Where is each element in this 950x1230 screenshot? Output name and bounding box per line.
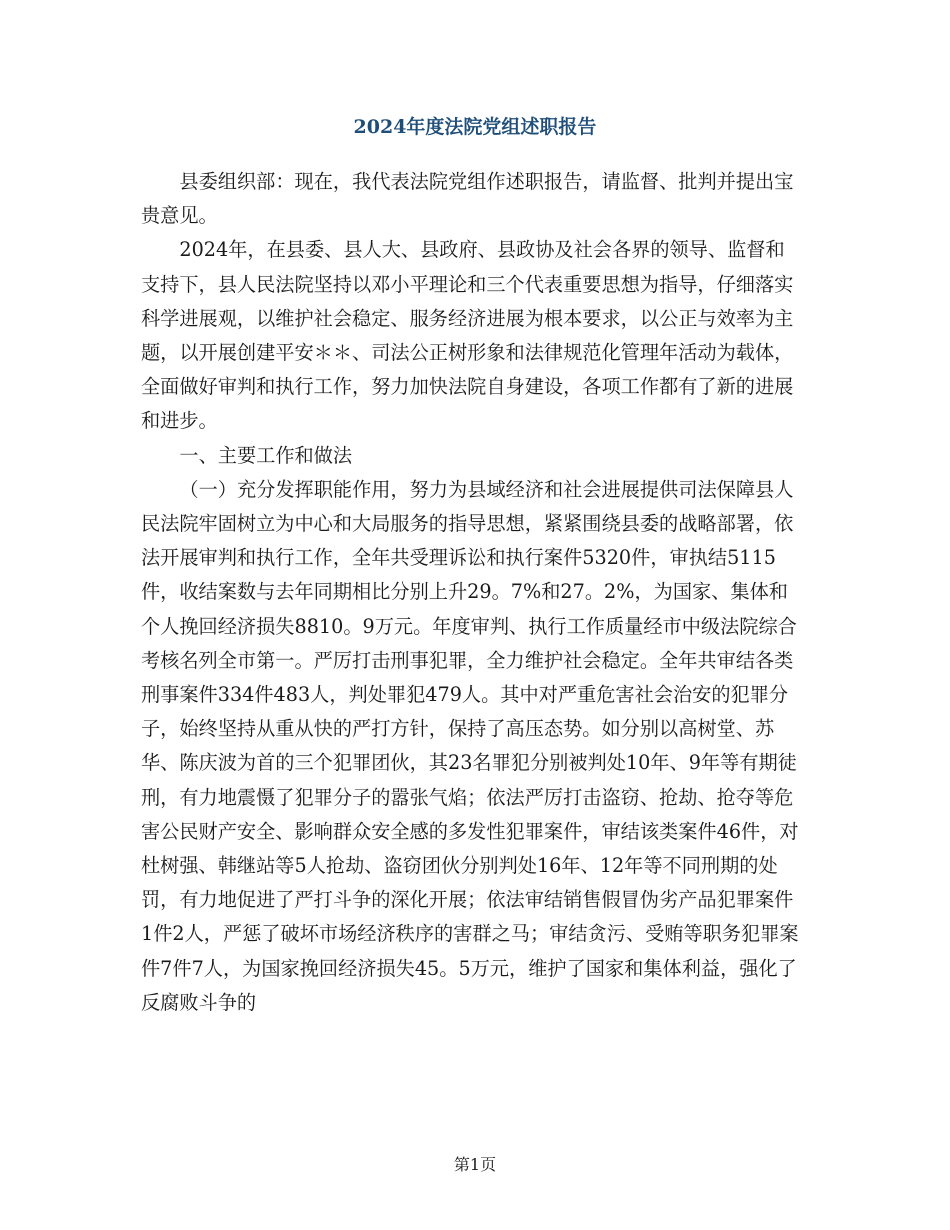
paragraph-judicial-work: （一）充分发挥职能作用，努力为县域经济和社会进展提供司法保障县人民法院牢固树立为中心和大局服务的指导思想，紧紧围绕县委的战略部署，依法开展审判和执行工作，全年共受理诉讼和执行案件5320件，审执结5115件，收结案数与去年同期相比分别上升29。7%和27。2%，为国家、集体和个人挽回经济损失8810。9万元。年度审判、执行工作质量经市中级法院综合考核名列全市第一。严厉打击刑事犯罪，全力维护社会稳定。全年共审结各类刑事案件334件483人，判处罪犯479人。其中对严重危害社会治安的犯罪分子，始终坚持从重从快的严打方针，保持了高压态势。如分别以高树堂、苏华、陈庆波为首的三个犯罪团伙，其23名罪犯分别被判处10年、9年等有期徒刑，有力地震慑了犯罪分子的嚣张气焰；依法严厉打击盗窃、抢劫、抢夺等危害公民财产安全、影响群众安全感的多发性犯罪案件，审结该类案件46件，对杜树强、韩继站等5人抢劫、盗窃团伙分别判处16年、12年等不同刑期的处罚，有力地促进了严打斗争的深化开展；依法审结销售假冒伪劣产品犯罪案件1件2人，严惩了破坏市场经济秩序的害群之马；审结贪污、受贿等职务犯罪案件7件7人，为国家挽回经济损失45。5万元，维护了国家和集体利益，强化了反腐败斗争的 <box>141 477 799 1014</box>
section-heading: 一、主要工作和做法 <box>179 443 353 467</box>
paragraph-overview: 2024年，在县委、县人大、县政府、县政协及社会各界的领导、监督和支持下，县人民法院坚持以邓小平理论和三个代表重要思想为指导，仔细落实科学进展观，以维护社会稳定、服务经济进展为根本要求，以公正与效率为主题，以开展创建平安＊＊、司法公正树形象和法律规范化管理年活动为载体，全面做好审判和执行工作，努力加快法院自身建设，各项工作都有了新的进展和进步。 <box>141 238 794 433</box>
paragraph-salutation: 县委组织部：现在，我代表法院党组作述职报告，请监督、批判并提出宝贵意见。 <box>141 170 794 228</box>
document-body <box>141 165 801 1020</box>
page-number: 第1页 <box>453 1155 497 1174</box>
document-title: 2024年度法院党组述职报告 <box>353 116 597 138</box>
